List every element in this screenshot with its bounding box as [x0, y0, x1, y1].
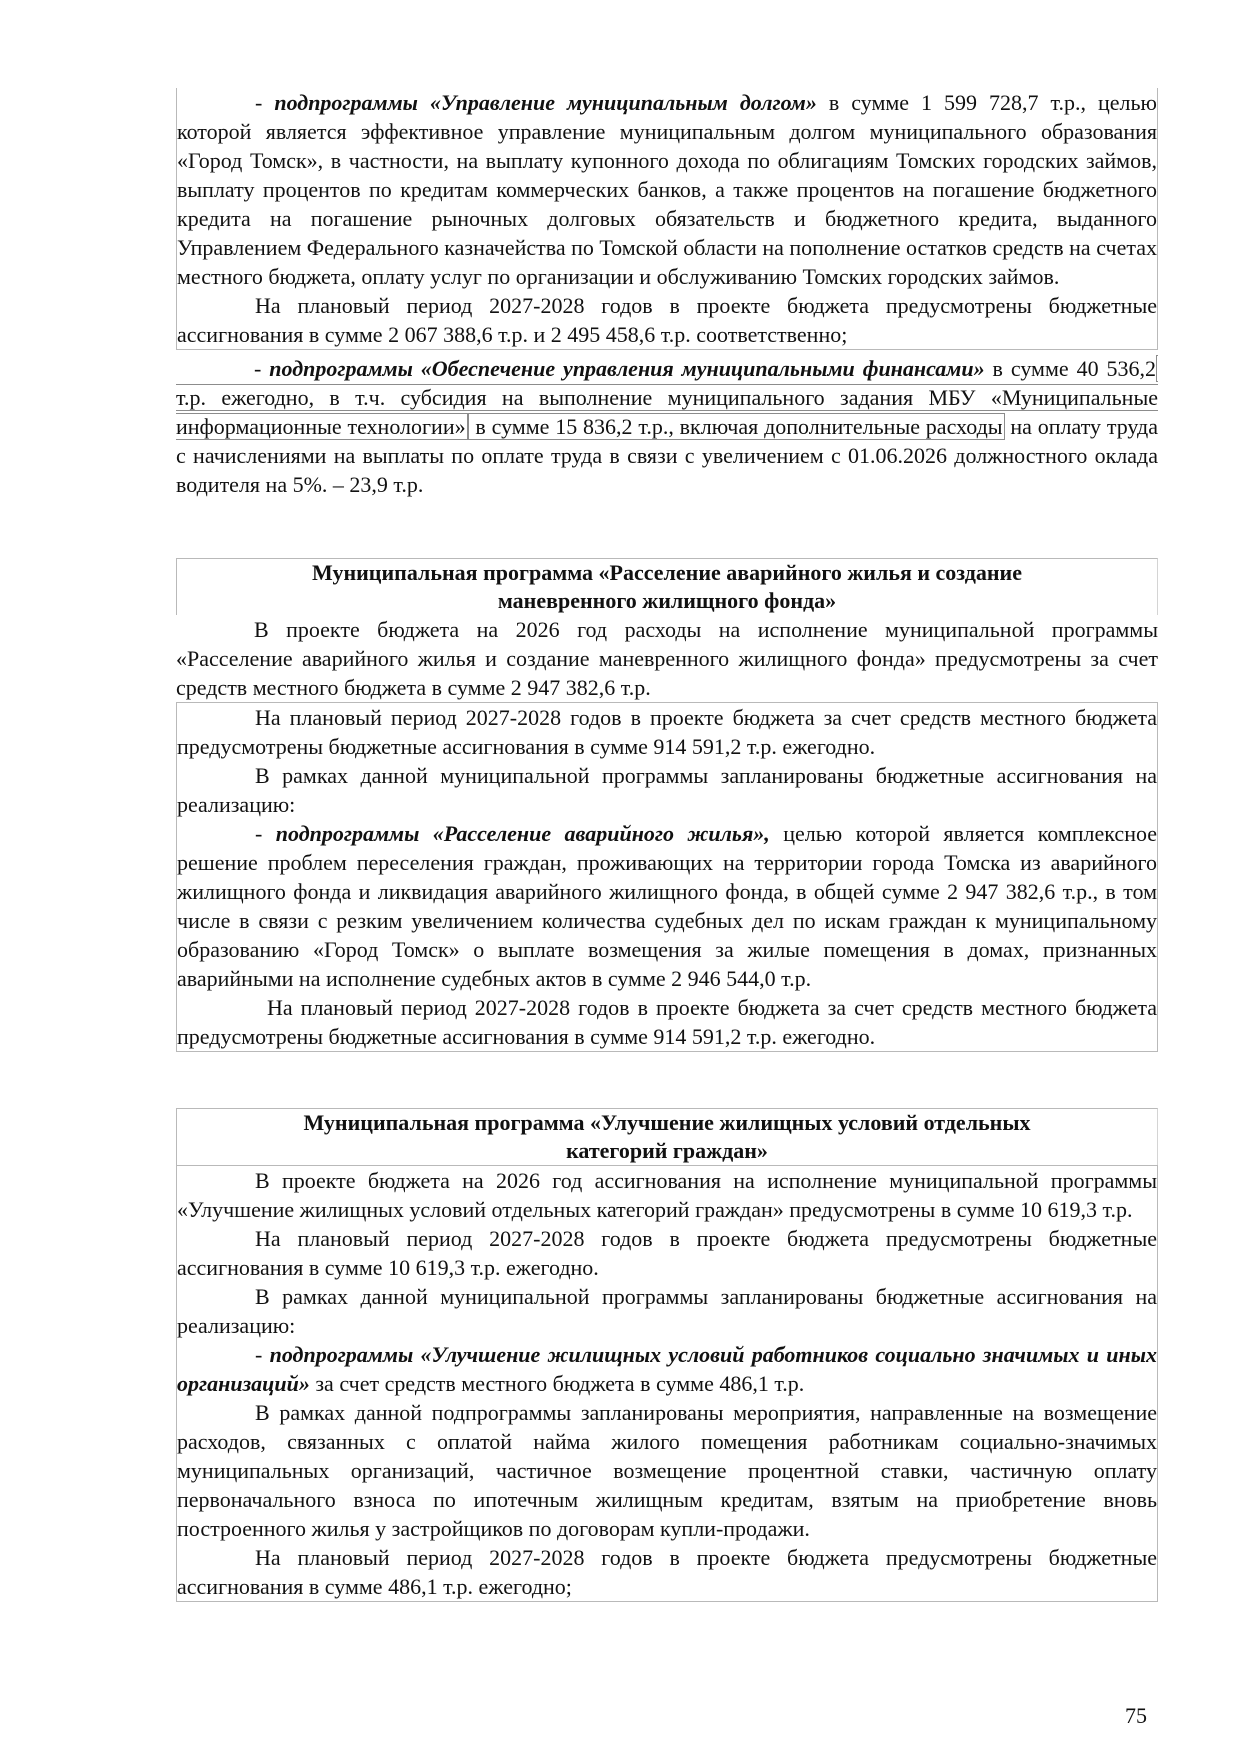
page-number: 75	[1125, 1703, 1147, 1728]
debt-subprogram-block	[176, 88, 1158, 499]
emergency-housing-heading-line1: Муниципальная программа «Расселение аварийного жилья и создание	[311, 560, 1022, 585]
housing-improvement-heading-box	[176, 1108, 1158, 1165]
emergency-housing-planned-period: На плановый период 2027-2028 годов в проекте бюджета за счет средств местного бюджета предусмотрены бюджетные ассигнования в сумме 914 591,2 т.р. ежегодно.	[177, 705, 1157, 759]
housing-improvement-intro: В проекте бюджета на 2026 год ассигнования на исполнение муниципальной программы «Улучшение жилищных условий отдельных категорий граждан» предусмотрены в сумме 10 619,3 т.р.	[177, 1168, 1157, 1222]
housing-improvement-heading-line2: категорий граждан»	[566, 1138, 768, 1163]
finance-subprogram-title: подпрограммы «Обеспечение управления муниципальными финансами»	[269, 356, 985, 381]
emergency-housing-frame	[176, 702, 1158, 1052]
debt-subprogram-paragraph: - подпрограммы «Управление муниципальным долгом» в сумме 1 599 728,7 т.р., целью которой является эффективное управление муниципальным долгом муниципального образования «Город Томск», в частности, на выплату купонного дохода по облигациям Томских городских займов, выплату процентов по кредитам коммерческих банков, а также процентов на погашение бюджетного кредита на погашение рыночных долговых обязательств и бюджетного кредита, выданного Управлением Федерального казначейства по Томской области на пополнение остатков средств на счетах местного бюджета, оплату услуг по организации и обслуживанию Томских городских займов.	[177, 90, 1157, 289]
emergency-housing-subprogram: - подпрограммы «Расселение аварийного жилья», целью которой является комплексное решение проблем переселения граждан, проживающих на территории города Томска из аварийного жилищного фонда и ликвидация аварийного жилищного фонда, в общей сумме 2 947 382,6 т.р., в том числе в связи с резким увеличением количества судебных дел по искам граждан к муниципальному образованию «Город Томск» о выплате возмещения за жилые помещения в домах, признанных аварийными на исполнение судебных актов в сумме 2 946 544,0 т.р.	[177, 821, 1158, 991]
housing-improvement-allocation-intro: В рамках данной муниципальной программы запланированы бюджетные ассигнования на реализацию:	[177, 1284, 1157, 1338]
emergency-housing-subprogram-title: подпрограммы «Расселение аварийного жилья»,	[275, 821, 770, 846]
emergency-housing-allocation-intro: В рамках данной муниципальной программы запланированы бюджетные ассигнования на реализацию:	[177, 763, 1157, 817]
emergency-housing-heading-line2: маневренного жилищного фонда»	[497, 588, 837, 613]
debt-planned-period-paragraph: На плановый период 2027-2028 годов в проекте бюджета предусмотрены бюджетные ассигнования в сумме 2 067 388,6 т.р. и 2 495 458,6 т.р. соответственно;	[177, 293, 1157, 347]
housing-improvement-subprogram-title: подпрограммы «Улучшение жилищных условий работников социально значимых и иных организаций»	[177, 1342, 1158, 1396]
emergency-housing-intro: В проекте бюджета на 2026 год расходы на исполнение муниципальной программы «Расселение аварийного жилья и создание маневренного жилищного фонда» предусмотрены за счет средств местного бюджета в сумме 2 947 382,6 т.р.	[176, 617, 1158, 700]
emergency-housing-section	[176, 558, 1158, 1052]
emergency-housing-heading-box	[176, 558, 1158, 615]
housing-improvement-heading-line1: Муниципальная программа «Улучшение жилищных условий отдельных	[303, 1110, 1031, 1135]
debt-subprogram-title: подпрограммы «Управление муниципальным долгом»	[274, 90, 817, 115]
housing-improvement-frame	[176, 1165, 1158, 1602]
housing-improvement-subprogram: - подпрограммы «Улучшение жилищных условий работников социально значимых и иных организаций» за счет средств местного бюджета в сумме 486,1 т.р.	[177, 1342, 1158, 1396]
debt-subprogram-frame	[176, 88, 1158, 350]
housing-improvement-subprogram-planned: На плановый период 2027-2028 годов в проекте бюджета предусмотрены бюджетные ассигнования в сумме 486,1 т.р. ежегодно;	[177, 1545, 1157, 1599]
finance-subprogram-paragraph: - подпрограммы «Обеспечение управления муниципальными финансами» в сумме 40 536,2 т.р. ежегодно, в т.ч. субсидия на выполнение муниципального задания МБУ «Муниципальные информационные технологии» в сумме 15 836,2 т.р., включая дополнительные расходы на оплату труда с начислениями на выплаты по оплате труда в связи с увеличением с 01.06.2026 должностного оклада водителя на 5%. – 23,9 т.р.	[176, 356, 1158, 497]
housing-improvement-section	[176, 1108, 1158, 1602]
emergency-housing-subprogram-planned: На плановый период 2027-2028 годов в проекте бюджета за счет средств местного бюджета предусмотрены бюджетные ассигнования в сумме 914 591,2 т.р. ежегодно.	[177, 995, 1157, 1049]
housing-improvement-measures: В рамках данной подпрограммы запланированы мероприятия, направленные на возмещение расходов, связанных с оплатой найма жилого помещения работникам социально-значимых муниципальных организаций, частичное возмещение процентной ставки, частичную оплату первоначального взноса по ипотечным жилищным кредитам, взятым на приобретение вновь построенного жилья у застройщиков по договорам купли-продажи.	[177, 1400, 1157, 1541]
housing-improvement-planned-period: На плановый период 2027-2028 годов в проекте бюджета предусмотрены бюджетные ассигнования в сумме 10 619,3 т.р. ежегодно.	[177, 1226, 1157, 1280]
